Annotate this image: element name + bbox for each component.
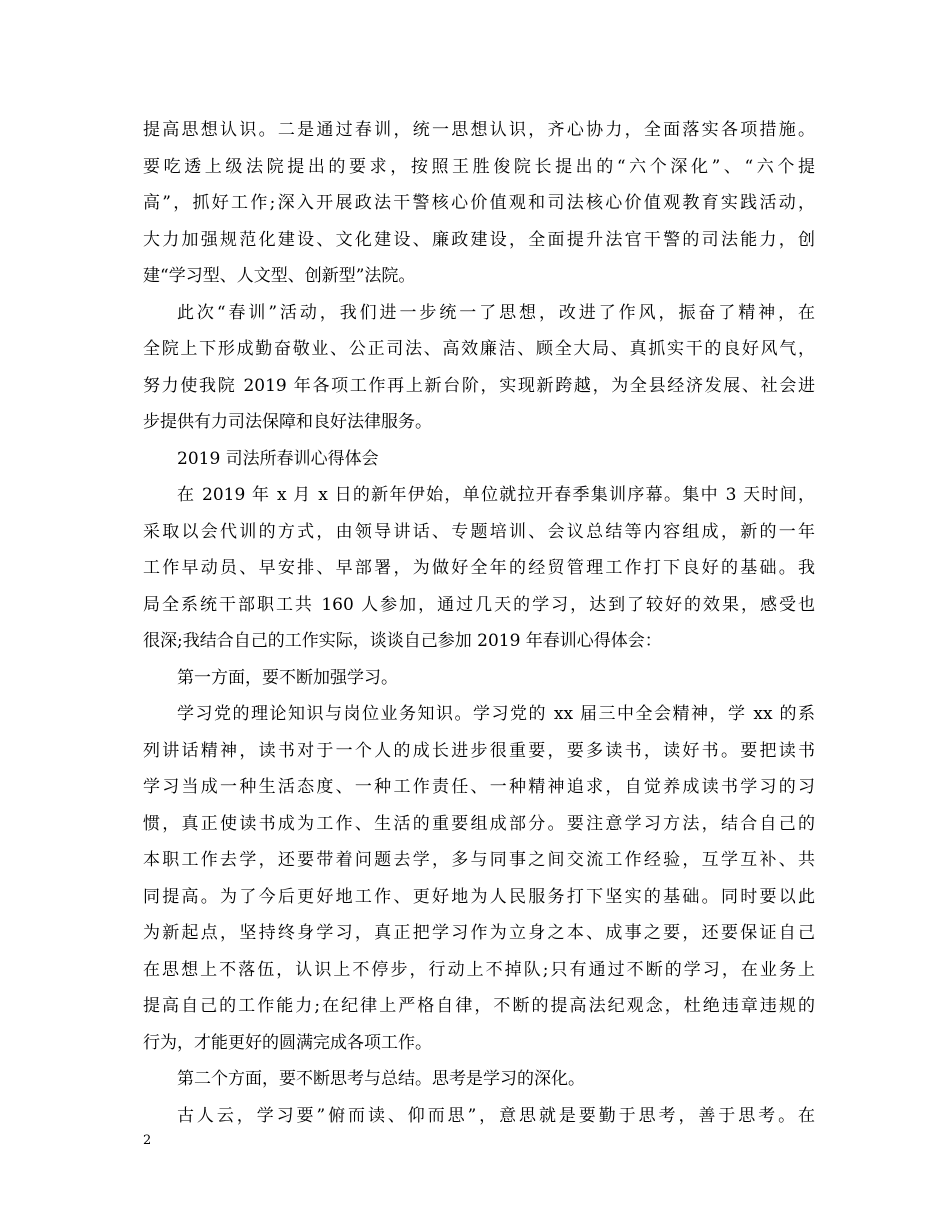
paragraph	[143, 660, 815, 697]
text-line: 全院上下形成勤奋敬业、公正司法、高效廉洁、顾全大局、真抓实干的良好风气，	[143, 339, 815, 359]
text-line: 为新起点，坚持终身学习，真正把学习作为立身之本、成事之要，还要保证自己	[143, 923, 815, 943]
text-line: 建“学习型、人文型、创新型”法院。	[143, 266, 416, 286]
page-number: 2	[143, 1133, 152, 1148]
text-line: 列讲话精神，读书对于一个人的成长进步很重要，要多读书，读好书。要把读书	[143, 740, 815, 761]
text-line: 本职工作去学，还要带着问题去学，多与同事之间交流工作经验，互学互补、共	[143, 850, 815, 870]
text-line: 行为，才能更好的圆满完成各项工作。	[143, 1032, 432, 1053]
text-line: 高”，抓好工作;深入开展政法干警核心价值观和司法核心价值观教育实践活动，	[143, 193, 815, 213]
paragraph	[143, 295, 815, 441]
text-line: 在思想上不落伍，认识上不停步，行动上不掉队;只有通过不断的学习，在业务上	[143, 959, 815, 980]
text-line: 第一方面，要不断加强学习。	[177, 667, 398, 688]
text-line: 古人云，学习要”俯而读、仰而思”，意思就是要勤于思考，善于思考。在	[177, 1105, 815, 1126]
paragraph	[143, 441, 815, 478]
text-line: 此次“春训”活动，我们进一步统一了思想，改进了作风，振奋了精神，在	[177, 302, 815, 323]
text-line: 很深;我结合自己的工作实际，谈谈自己参加 2019 年春训心得体会：	[143, 631, 662, 651]
text-line: 采取以会代训的方式，由领导讲话、专题培训、会议总结等内容组成，新的一年	[143, 521, 815, 542]
text-line: 提高自己的工作能力;在纪律上严格自律，不断的提高法纪观念，杜绝违章违规的	[143, 996, 815, 1016]
text-line: 2019 司法所春训心得体会	[177, 448, 379, 469]
text-line: 提高思想认识。二是通过春训，统一思想认识，齐心协力，全面落实各项措施。	[143, 120, 815, 140]
text-line: 惯，真正使读书成为工作、生活的重要组成部分。要注意学习方法，结合自己的	[143, 813, 815, 834]
text-line: 工作早动员、早安排、早部署，为做好全年的经贸管理工作打下良好的基础。我	[143, 558, 815, 578]
text-line: 第二个方面，要不断思考与总结。思考是学习的深化。	[177, 1069, 585, 1089]
paragraph	[143, 1061, 815, 1098]
text-line: 同提高。为了今后更好地工作、更好地为人民服务打下坚实的基础。同时要以此	[143, 886, 815, 907]
paragraph	[143, 696, 815, 1061]
document-body	[143, 112, 815, 1134]
text-line: 在 2019 年 x 月 x 日的新年伊始，单位就拉开春季集训序幕。集中 3 天时间，	[177, 485, 815, 505]
text-line: 局全系统干部职工共 160 人参加，通过几天的学习，达到了较好的效果，感受也	[143, 594, 815, 615]
text-line: 步提供有力司法保障和良好法律服务。	[143, 412, 432, 432]
text-line: 要吃透上级法院提出的要求，按照王胜俊院长提出的“六个深化”、“六个提	[143, 156, 815, 177]
text-line: 学习党的理论知识与岗位业务知识。学习党的 xx 届三中全会精神，学 xx 的系	[177, 704, 815, 724]
paragraph	[143, 477, 815, 660]
paragraph	[143, 1098, 815, 1135]
paragraph	[143, 112, 815, 295]
text-line: 努力使我院 2019 年各项工作再上新台阶，实现新跨越，为全县经济发展、社会进	[143, 375, 815, 396]
text-line: 大力加强规范化建设、文化建设、廉政建设，全面提升法官干警的司法能力，创	[143, 229, 815, 250]
text-line: 学习当成一种生活态度、一种工作责任、一种精神追求，自觉养成读书学习的习	[143, 777, 815, 797]
